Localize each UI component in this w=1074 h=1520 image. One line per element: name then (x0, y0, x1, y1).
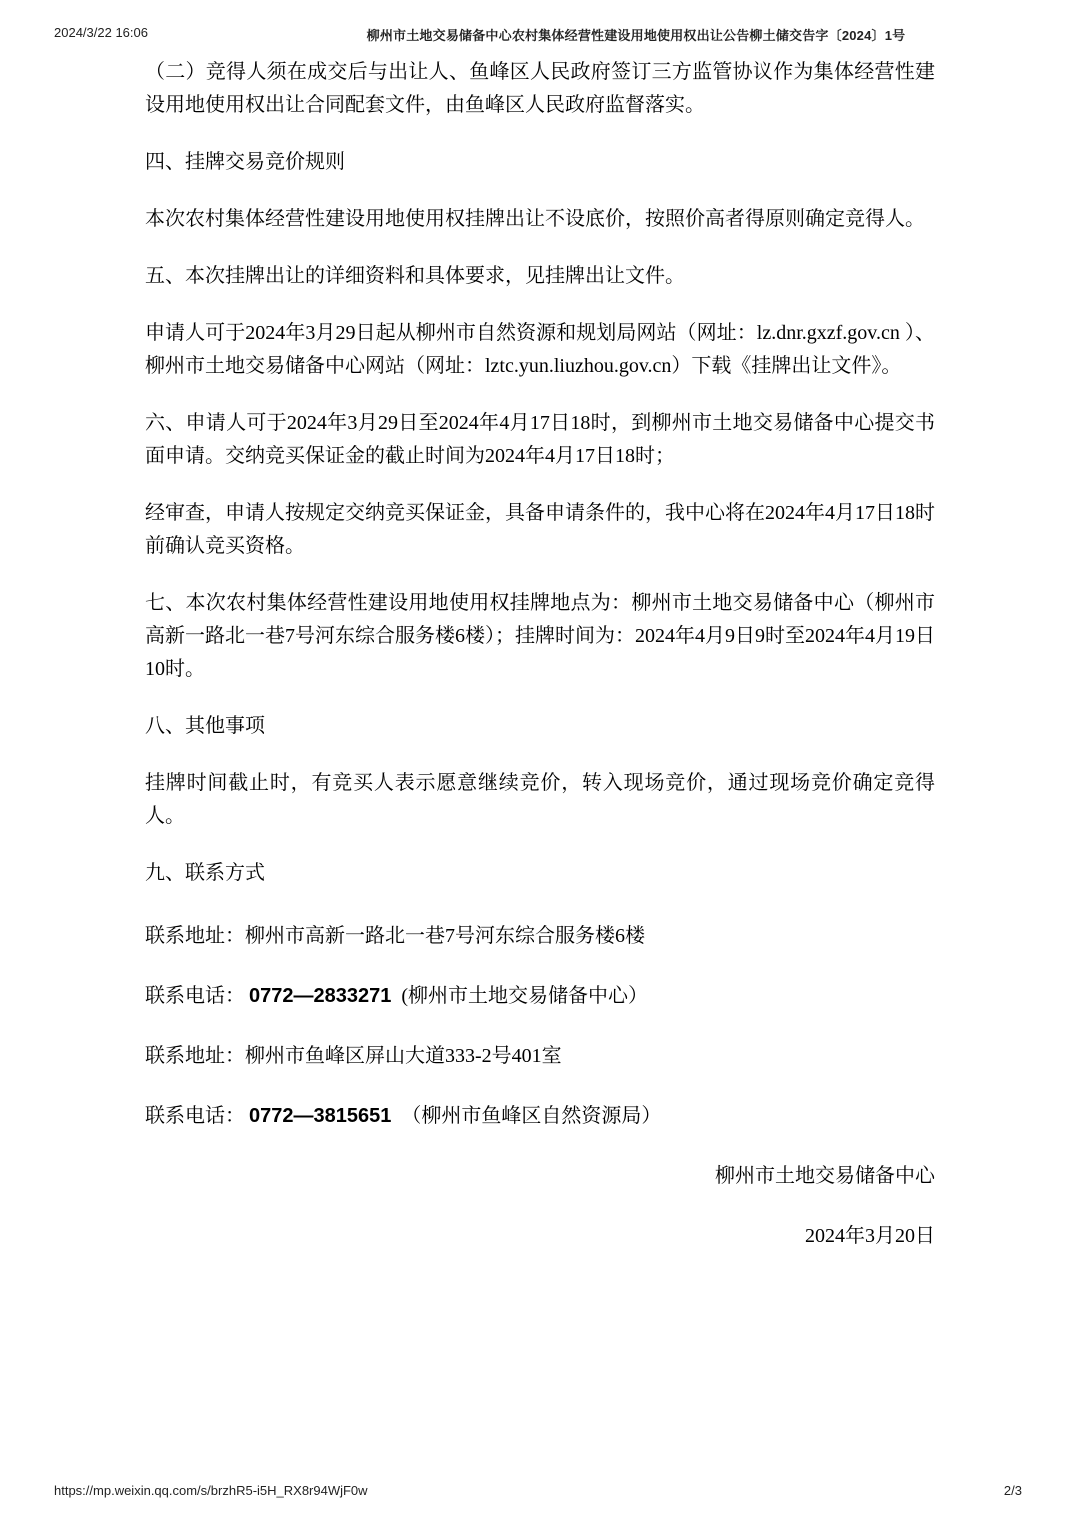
page-indicator: 2/3 (1003, 1483, 1022, 1498)
contact-address-line-2: 联系地址：柳州市鱼峰区屏山大道333-2号401室 (145, 1045, 562, 1067)
issue-date: 2024年3月20日 (805, 1225, 935, 1247)
section-6-paragraph: 六、申请人可于2024年3月29日至2024年4月17日18时，到柳州市土地交易储备中心提交书面申请。交纳竞买保证金的截止时间为2024年4月17日18时； (145, 412, 935, 467)
contact-address-line-1: 联系地址：柳州市高新一路北一巷7号河东综合服务楼6楼 (145, 925, 645, 947)
phone-number: 0772—3815651 (249, 1105, 392, 1127)
contact-phone-line-2 (145, 1100, 935, 1133)
contact-phone-line-1 (145, 980, 935, 1013)
section-4-paragraph: 本次农村集体经营性建设用地使用权挂牌出让不设底价，按照价高者得原则确定竞得人。 (145, 208, 925, 230)
section-5-paragraph: 五、本次挂牌出让的详细资料和具体要求，见挂牌出让文件。 (145, 265, 685, 287)
section-8-paragraph: 挂牌时间截止时，有竞买人表示愿意继续竞价，转入现场竞价，通过现场竞价确定竞得人。 (145, 772, 935, 827)
print-footer (54, 1483, 1022, 1498)
section-4-heading: 四、挂牌交易竞价规则 (145, 151, 345, 173)
print-header (0, 25, 1074, 43)
contact-org-note: (柳州市土地交易储备中心） (401, 985, 649, 1007)
section-9-heading: 九、联系方式 (145, 862, 265, 884)
contact-org-note: （柳州市鱼峰区自然资源局） (401, 1105, 662, 1127)
section-7-paragraph: 七、本次农村集体经营性建设用地使用权挂牌地点为：柳州市土地交易储备中心（柳州市高新一路北一巷7号河东综合服务楼6楼）；挂牌时间为：2024年4月9日9时至2024年4月19日10时。 (145, 592, 935, 680)
section-8-heading: 八、其他事项 (145, 715, 265, 737)
document-body (145, 56, 935, 1253)
source-url: https://mp.weixin.qq.com/s/brzhR5-i5H_RX8r94WjF0w (54, 1483, 368, 1498)
document-title: 柳州市土地交易储备中心农村集体经营性建设用地使用权出让公告柳土储交告字〔2024〕1号 (366, 28, 906, 43)
section-5-download-paragraph: 申请人可于2024年3月29日起从柳州市自然资源和规划局网站（网址：lz.dnr.gxzf.gov.cn ）、柳州市土地交易储备中心网站（网址：lztc.yun.liuzhou.gov.cn）下载《挂牌出让文件》。 (145, 322, 935, 377)
print-timestamp: 2024/3/22 16:06 (54, 25, 148, 40)
contact-phone-label: 联系电话： (145, 985, 245, 1007)
issuer-signature: 柳州市土地交易储备中心 (715, 1165, 935, 1187)
clause-2-paragraph: （二）竞得人须在成交后与出让人、鱼峰区人民政府签订三方监管协议作为集体经营性建设用地使用权出让合同配套文件，由鱼峰区人民政府监督落实。 (145, 61, 935, 116)
section-6-review-paragraph: 经审查，申请人按规定交纳竞买保证金，具备申请条件的，我中心将在2024年4月17日18时前确认竞买资格。 (145, 502, 935, 557)
contact-phone-label: 联系电话： (145, 1105, 245, 1127)
phone-number: 0772—2833271 (249, 985, 392, 1007)
